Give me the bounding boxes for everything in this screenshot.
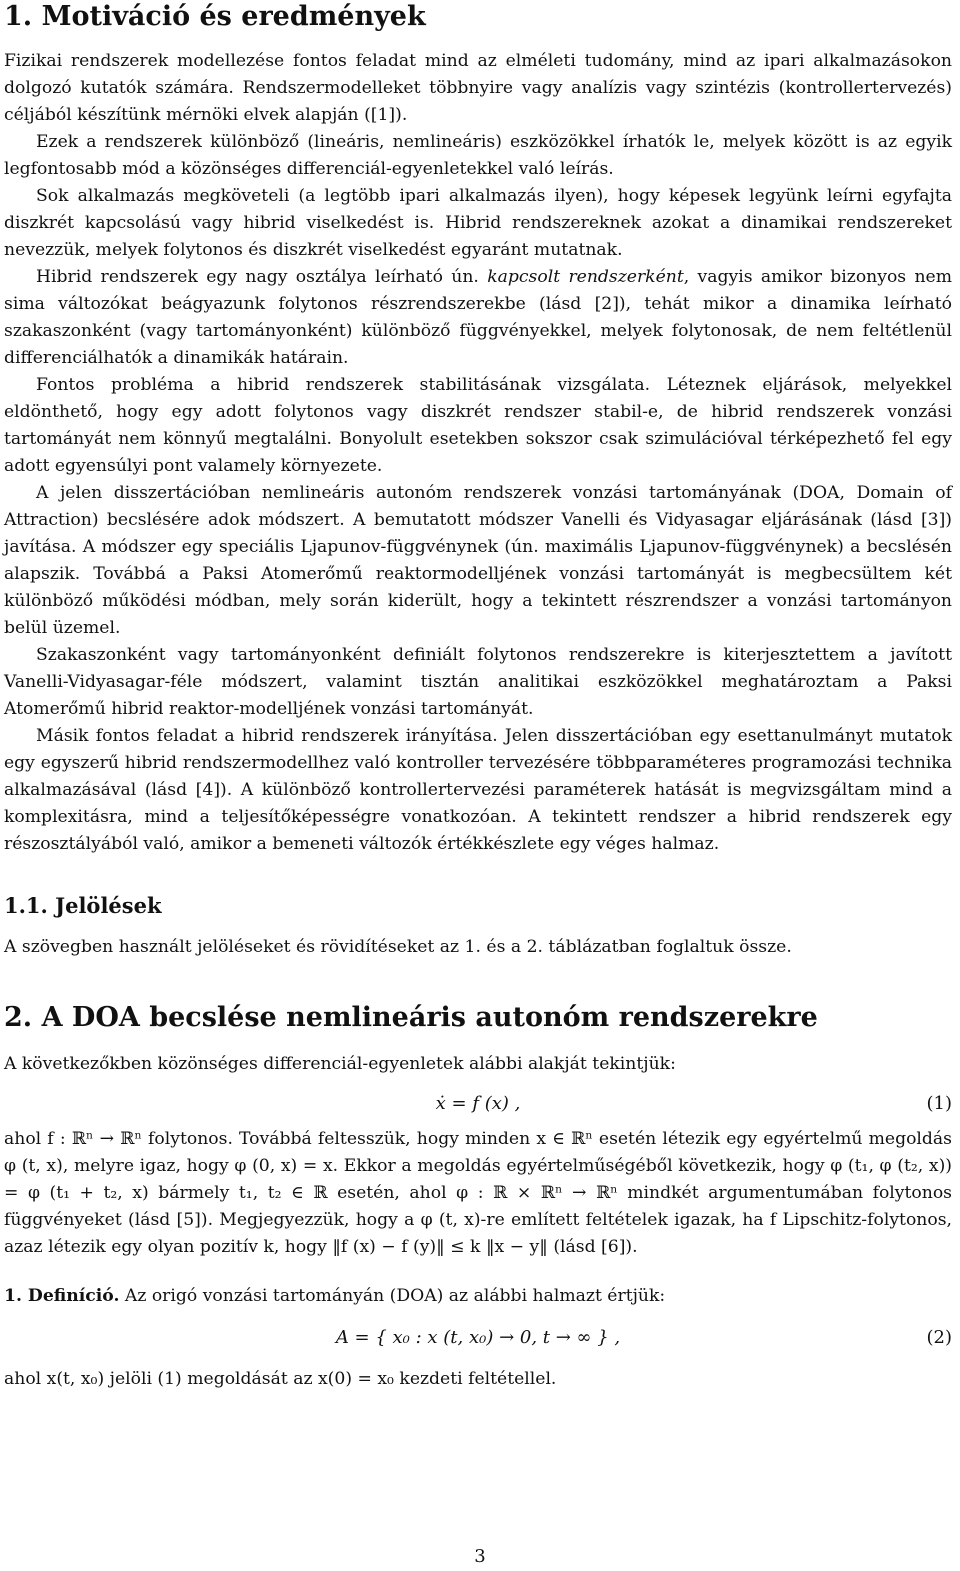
paragraph-ode-intro: A következőkben közönséges differenciál-egyenletek alábbi alakját tekintjük: [4, 1054, 676, 1074]
paragraph-control-design: Másik fontos feladat a hibrid rendszerek irányítása. Jelen disszertációban egy esettanulmányt mutatok egy egyszerű hibrid rendszermodellhez való kontroller tervezésére többparaméteres programozási technika alkalmazásával (lásd [4]). A különböző kontrollertervezési paraméterek hatását is megvizsgáltam mind a komplexitásra, mind a teljesítőképességre vonatkozóan. A tekintett rendszer a hibrid rendszerek egy részosztályából való, amikor a bemeneti változók értékkészlete egy véges halmaz. [4, 726, 952, 854]
page-number: 3 [474, 1546, 486, 1567]
equation-1-body: ẋ = f (x) , [435, 1093, 521, 1114]
definition-1-text: Az origó vonzási tartományán (DOA) az alábbi halmazt értjük: [119, 1286, 666, 1306]
paragraph-switched-systems [4, 264, 952, 372]
equation-2 [4, 1320, 952, 1360]
paragraph-hybrid-behaviour: Sok alkalmazás megköveteli (a legtöbb ipari alkalmazás ilyen), hogy képesek legyünk leírni egyfajta diszkrét kapcsolású vagy hibrid viselkedést is. Hibrid rendszereknek azokat a dinamikai rendszereket nevezzük, melyek folytonos és diszkrét viselkedést egyaránt mutatnak. [4, 186, 952, 260]
definition-1 [4, 1283, 952, 1310]
equation-1 [4, 1086, 952, 1126]
paragraph-piecewise-extension: Szakaszonként vagy tartományonként definiált folytonos rendszerekre is kiterjesztettem a javított Vanelli-Vidyasagar-féle módszert, valamint tisztán analitikai eszközökkel meghatároztam a Paksi Atomerőmű hibrid reaktor-modelljének vonzási tartományát. [4, 645, 952, 719]
paragraph-stability-problem: Fontos probléma a hibrid rendszerek stabilitásának vizsgálata. Léteznek eljárások, melyekkel eldönthető, hogy egy adott folytonos vagy diszkrét rendszer stabil-e, de hibrid rendszerek vonzási tartományát nem könnyű megtalálni. Bonyolult esetekben sokszor csak szimulációval térképezhető fel egy adott egyensúlyi pont valamely környezete. [4, 375, 952, 476]
paragraph-solution-notation: ahol x(t, x₀) jelöli (1) megoldását az x(0) = x₀ kezdeti feltétellel. [4, 1369, 557, 1389]
paragraph-notation: A szövegben használt jelöléseket és rövidítéseket az 1. és a 2. táblázatban foglaltuk össze. [4, 937, 792, 957]
section-1-1-heading: 1.1. Jelölések [4, 893, 162, 918]
switched-systems-term: kapcsolt rendszerként [487, 267, 684, 287]
switched-text-post: , vagyis amikor bizonyos nem sima változókat beágyazunk folytonos részrendszerekbe (lásd [2]), tehát mikor a dinamika leírható szakaszonként (vagy tartományonként) különböző függvényekkel, melyek folytonosak, de nem feltétlenül differenciálhatók a dinamikák határain. [4, 267, 952, 368]
switched-text-pre: Hibrid rendszerek egy nagy osztálya leírható ún. [36, 267, 488, 287]
section-1-heading: 1. Motiváció és eredmények [4, 1, 426, 32]
definition-1-label: 1. Definíció. [4, 1286, 120, 1306]
paragraph-doa-method: A jelen disszertációban nemlineáris autonóm rendszerek vonzási tartományának (DOA, Domain of Attraction) becslésére adok módszert. A bemutatott módszer Vanelli és Vidyasagar eljárásának (lásd [3]) javítása. A módszer egy speciális Ljapunov-függvénynek (ún. maximális Ljapunov-függvénynek) a becslésén alapszik. Továbbá a Paksi Atomerőmű reaktormodelljének vonzási tartományát is megbecsültem két különböző működési módban, mely során kiderült, hogy a tekintett részrendszer a vonzási tartományon belül üzemel. [4, 483, 952, 638]
section-2-heading: 2. A DOA becslése nemlineáris autonóm rendszerekre [4, 1002, 818, 1033]
paragraph-motivation: Fizikai rendszerek modellezése fontos feladat mind az elméleti tudomány, mind az ipari alkalmazásokon dolgozó kutatók számára. Rendszermodelleket többnyire vagy analízis vagy szintézis (kontrollertervezés) céljából készítünk mérnöki elvek alapján ([1]). [4, 51, 952, 125]
paragraph-ode-description: Ezek a rendszerek különböző (lineáris, nemlineáris) eszközökkel írhatók le, melyek között is az egyik legfontosabb mód a közönséges differenciál-egyenletekkel való leírás. [4, 132, 952, 179]
equation-2-number: (2) [926, 1327, 952, 1348]
paragraph-solution-properties: ahol f : ℝⁿ → ℝⁿ folytonos. Továbbá feltesszük, hogy minden x ∈ ℝⁿ esetén létezik egy egyértelmű megoldás φ (t, x), melyre igaz, hogy φ (0, x) = x. Ekkor a megoldás egyértelműségéből következik, hogy φ (t₁, φ (t₂, x)) = φ (t₁ + t₂, x) bármely t₁, t₂ ∈ ℝ esetén, ahol φ : ℝ × ℝⁿ → ℝⁿ mindkét argumentumában folytonos függvényeket (lásd [5]). Megjegyezzük, hogy a φ (t, x)-re említett feltételek igazak, ha f Lipschitz-folytonos, azaz létezik egy olyan pozitív k, hogy ‖f (x) − f (y)‖ ≤ k ‖x − y‖ (lásd [6]). [4, 1129, 952, 1257]
document-page [4, 0, 952, 1393]
equation-2-body: A = { x₀ : x (t, x₀) → 0, t → ∞ } , [335, 1327, 621, 1348]
equation-1-number: (1) [926, 1093, 952, 1114]
